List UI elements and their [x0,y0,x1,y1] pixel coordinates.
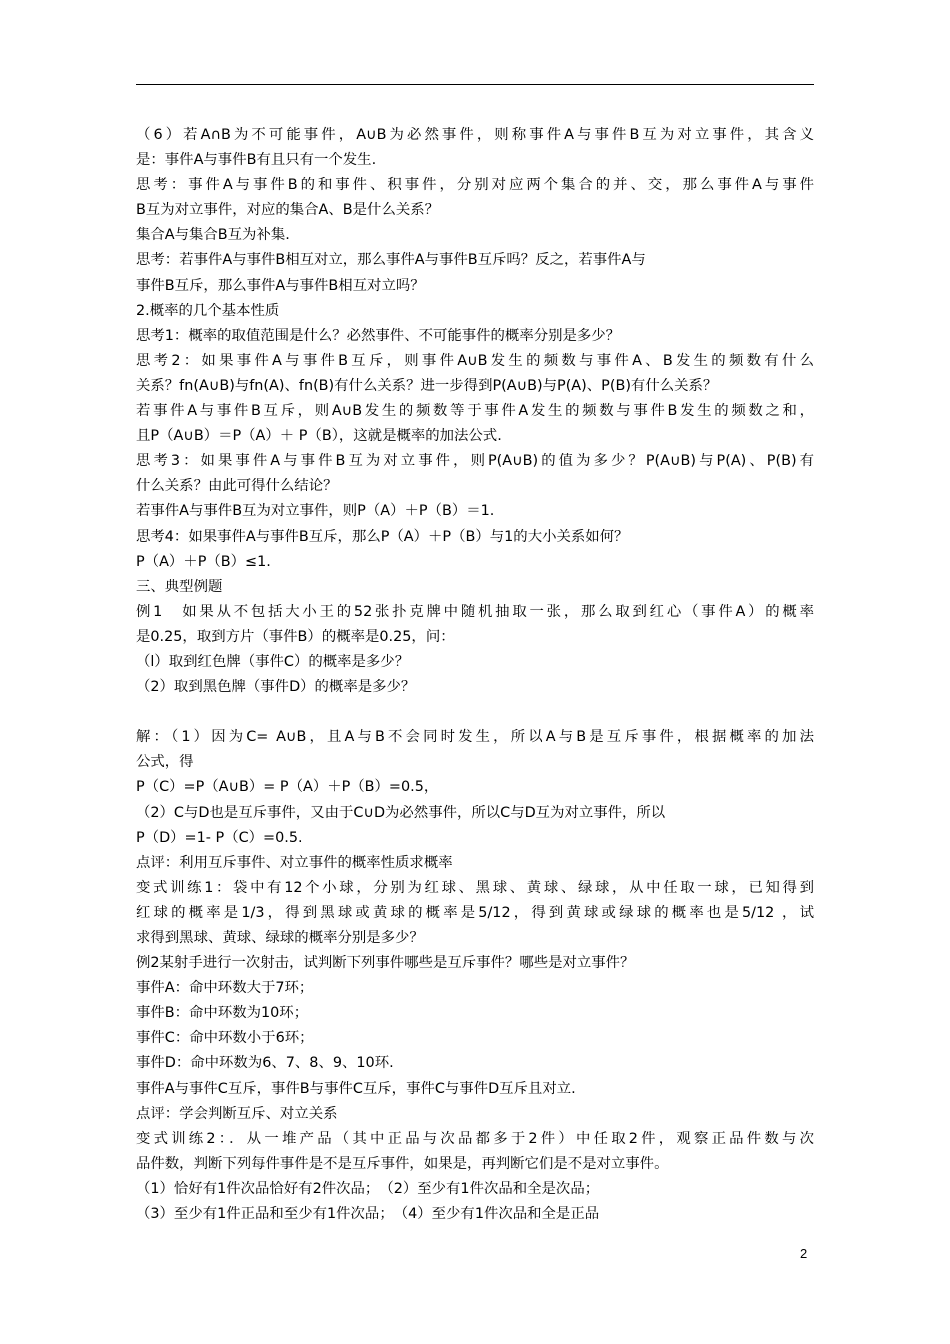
text-line: （1）恰好有1件次品恰好有2件次品； （2）至少有1件次品和全是次品； [136,1180,600,1197]
text-line: 红球的概率是1/3，得到黑球或黄球的概率是5/12，得到黄球或绿球的概率也是5/12 ，试 [136,904,814,921]
text-line: 思考：事件A与事件B的和事件、积事件，分别对应两个集合的并、交，那么事件A与事件 [136,177,814,194]
text-line: 变式训练2：．从一堆产品（其中正品与次品都多于2件）中任取2件，观察正品件数与次 [136,1130,814,1147]
text-line: （l）取到红色牌（事件C）的概率是多少？ [136,653,410,670]
text-line: 变式训练1：袋中有12个小球，分别为红球、黑球、黄球、绿球，从中任取一球，已知得到 [136,879,814,896]
header-rule [136,84,814,85]
text-line: 事件B：命中环数为10环； [136,1005,309,1022]
text-line: 解：（1）因为C= A∪B，且A与B不会同时发生，所以A与B是互斥事件，根据概率的加法 [136,729,814,746]
page-number: 2 [800,1246,808,1261]
text-line: 思考1：概率的取值范围是什么？必然事件、不可能事件的概率分别是多少？ [136,327,621,344]
text-line: 点评：学会判断互斥、对立关系 [136,1105,338,1122]
text-line: 品件数，判断下列每件事件是不是互斥事件，如果是，再判断它们是不是对立事件。 [136,1155,669,1172]
text-line: 例2某射手进行一次射击，试判断下列事件哪些是互斥事件？哪些是对立事件？ [136,955,635,972]
text-line: 思考4：如果事件A与事件B互斥，那么P（A）＋P（B）与1的大小关系如何？ [136,528,629,545]
blank-line [136,700,814,725]
text-line: 关系？fn(A∪B)与fn(A)、fn(B)有什么关系？进一步得到P(A∪B)与P(A)、P(B)有什么关系？ [136,377,718,394]
text-line: （6）若A∩B为不可能事件，A∪B为必然事件，则称事件A与事件B互为对立事件，其含义 [136,127,814,143]
text-line: 求得到黑球、黄球、绿球的概率分别是多少？ [136,930,424,946]
text-line: P（D）=1- P（C）=0.5. [136,829,303,846]
text-line: 事件A：命中环数大于7环； [136,980,314,997]
text-line: 且P（A∪B）＝P（A）＋ P（B），这就是概率的加法公式. [136,428,502,445]
text-line: 集合A与集合B互为补集. [136,227,290,244]
text-line: 三、典型例题 [136,578,223,595]
text-line: 事件D：命中环数为6、7、8、9、10环. [136,1055,394,1072]
text-line: 事件A与事件C互斥，事件B与事件C互斥，事件C与事件D互斥且对立. [136,1080,576,1097]
text-line: 点评：利用互斥事件、对立事件的概率性质求概率 [136,854,453,871]
text-line: （2）C与D也是互斥事件，又由于C∪D为必然事件，所以C与D互为对立事件，所以 [136,804,666,821]
text-line: （2）取到黑色牌（事件D）的概率是多少？ [136,679,416,696]
text-line: 思考：若事件A与事件B相互对立，那么事件A与事件B互斥吗？反之，若事件A与 [136,252,646,269]
text-line: P（C）=P（A∪B）= P（A）＋P（B）=0.5， [136,779,439,796]
text-line: 是：事件A与事件B有且只有一个发生. [136,152,377,169]
text-line: B互为对立事件，对应的集合A、B是什么关系？ [136,202,440,219]
text-line: 2.概率的几个基本性质 [136,302,280,319]
text-line: 是0.25，取到方片（事件B）的概率是0.25，问： [136,628,455,645]
text-line: 公式，得 [136,754,194,771]
text-line: 若事件A与事件B互斥，则A∪B发生的频数等于事件A发生的频数与事件B发生的频数之和， [136,403,814,420]
text-line: P（A）＋P（B）≤1. [136,553,271,570]
text-line: 事件C：命中环数小于6环； [136,1030,314,1047]
text-line: 思考2：如果事件A与事件B互斥，则事件A∪B发生的频数与事件A、B发生的频数有什么 [136,352,814,369]
text-line: （3）至少有1件正品和至少有1件次品； （4）至少有1件次品和全是正品 [136,1206,600,1223]
text-line: 什么关系？由此可得什么结论？ [136,478,338,495]
text-line: 若事件A与事件B互为对立事件，则P（A）＋P（B）＝1. [136,503,495,520]
text-line: 事件B互斥，那么事件A与事件B相互对立吗？ [136,277,425,294]
text-line: 例1 如果从不包括大小王的52张扑克牌中随机抽取一张，那么取到红心（事件A）的概率 [136,603,814,620]
document-body [136,123,814,1227]
text-line: 思考3：如果事件A与事件B互为对立事件，则P(A∪B)的值为多少？P(A∪B)与P(A)、P(B)有 [136,453,814,470]
